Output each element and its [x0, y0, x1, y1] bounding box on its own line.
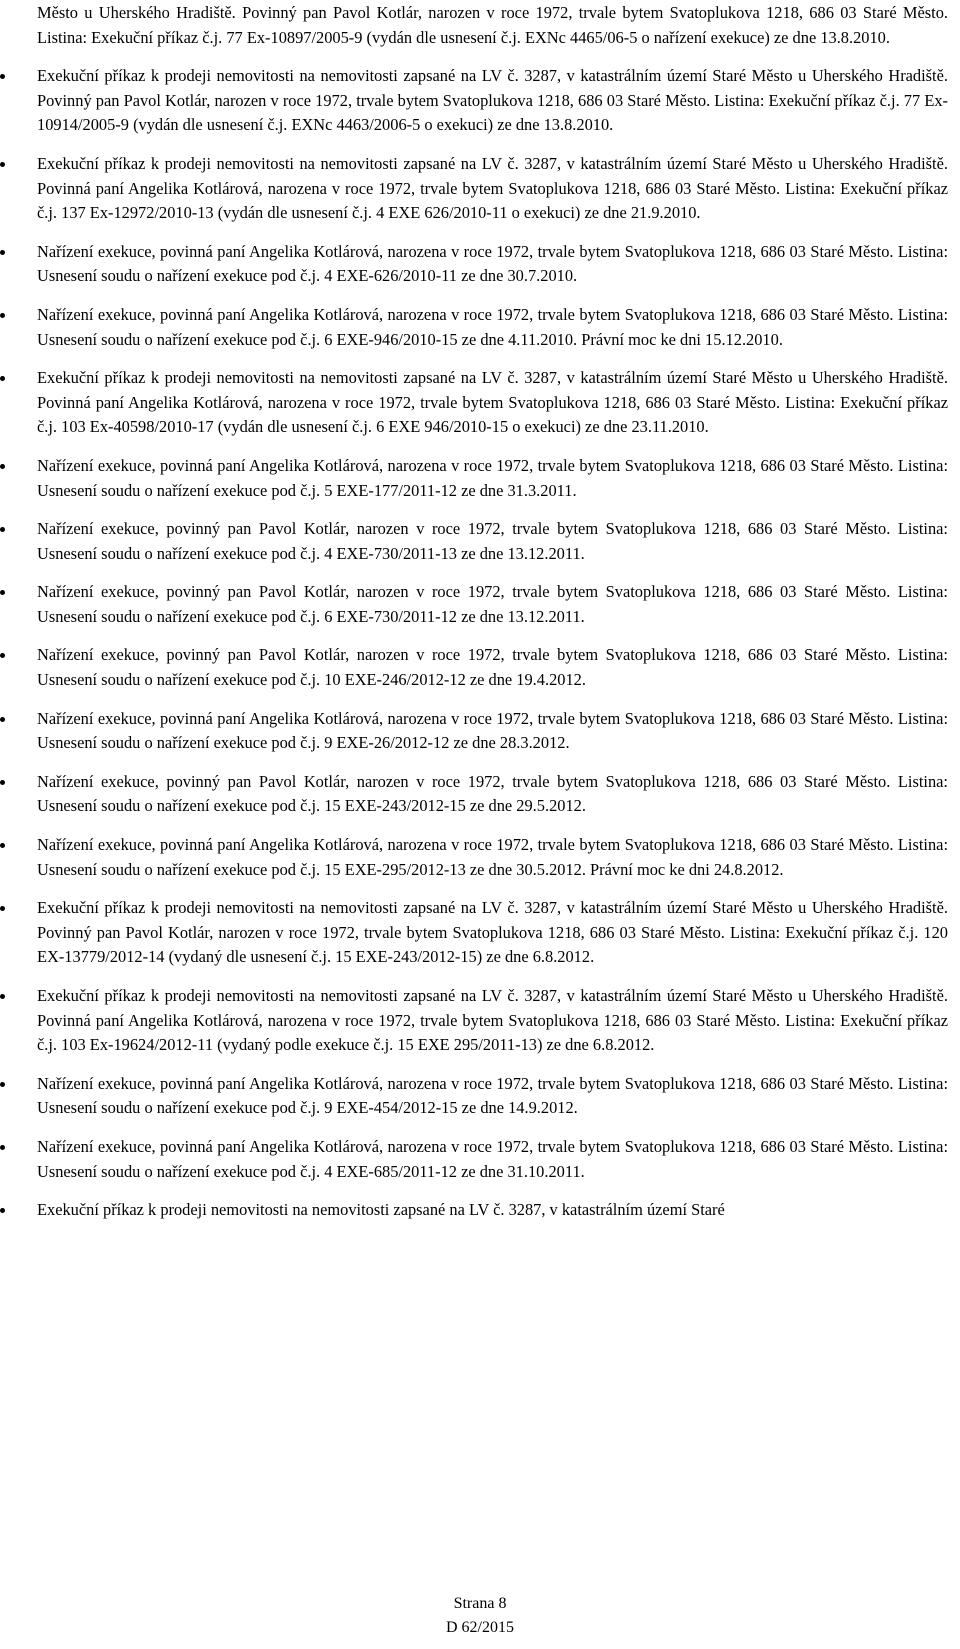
list-item	[0, 1198, 960, 1223]
bullet-icon	[0, 1208, 5, 1213]
list-item-text: Nařízení exekuce, povinná paní Angelika Kotlárová, narozena v roce 1972, trvale bytem Svatoplukova 1218, 686 03 Staré Město. Listina: Usnesení soudu o nařízení exekuce pod č.j. 6 EXE-946/2010-15 ze dne 4.11.2010. Právní moc ke dni 15.12.2010.	[37, 304, 948, 349]
list-item	[0, 707, 960, 756]
list-item-text: Exekuční příkaz k prodeji nemovitosti na nemovitosti zapsané na LV č. 3287, v katastrálním území Staré Město u Uherského Hradiště. Povinná paní Angelika Kotlárová, narozena v roce 1972, trvale bytem Svatoplukova 1218, 686 03 Staré Město. Listina: Exekuční příkaz č.j. 137 Ex-12972/2010-13 (vydán dle usnesení č.j. 4 EXE 626/2010-11 o exekuci) ze dne 21.9.2010.	[37, 153, 948, 223]
list-item	[0, 984, 960, 1058]
list-item-text: Nařízení exekuce, povinná paní Angelika Kotlárová, narozena v roce 1972, trvale bytem Svatoplukova 1218, 686 03 Staré Město. Listina: Usnesení soudu o nařízení exekuce pod č.j. 9 EXE-26/2012-12 ze dne 28.3.2012.	[37, 708, 948, 753]
list-item-text: Město u Uherského Hradiště. Povinný pan Pavol Kotlár, narozen v roce 1972, trvale bytem Svatoplukova 1218, 686 03 Staré Město. Listina: Exekuční příkaz č.j. 77 Ex-10897/2005-9 (vydán dle usnesení č.j. EXNc 4465/06-5 o nařízení exekuce) ze dne 13.8.2010.	[37, 3, 948, 47]
list-item	[0, 896, 960, 970]
list-item	[0, 1, 960, 50]
document-reference: D 62/2015	[446, 1619, 514, 1636]
list-item-text: Exekuční příkaz k prodeji nemovitosti na nemovitosti zapsané na LV č. 3287, v katastrálním území Staré Město u Uherského Hradiště. Povinný pan Pavol Kotlár, narozen v roce 1972, trvale bytem Svatoplukova 1218, 686 03 Staré Město. Listina: Exekuční příkaz č.j. 77 Ex-10914/2005-9 (vydán dle usnesení č.j. EXNc 4463/2006-5 o exekuci) ze dne 13.8.2010.	[37, 66, 948, 135]
list-item-text: Nařízení exekuce, povinná paní Angelika Kotlárová, narozena v roce 1972, trvale bytem Svatoplukova 1218, 686 03 Staré Město. Listina: Usnesení soudu o nařízení exekuce pod č.j. 5 EXE-177/2011-12 ze dne 31.3.2011.	[37, 455, 948, 500]
bullet-icon	[0, 717, 5, 722]
list-item-text: Exekuční příkaz k prodeji nemovitosti na nemovitosti zapsané na LV č. 3287, v katastrálním území Staré	[37, 1200, 725, 1220]
list-item-text: Nařízení exekuce, povinný pan Pavol Kotlár, narozen v roce 1972, trvale bytem Svatoplukova 1218, 686 03 Staré Město. Listina: Usnesení soudu o nařízení exekuce pod č.j. 4 EXE-730/2011-13 ze dne 13.12.2011.	[37, 519, 948, 563]
bullet-icon	[0, 464, 5, 469]
list-item	[0, 240, 960, 289]
bullet-icon	[0, 653, 5, 658]
list-item-text: Exekuční příkaz k prodeji nemovitosti na nemovitosti zapsané na LV č. 3287, v katastrálním území Staré Město u Uherského Hradiště. Povinná paní Angelika Kotlárová, narozena v roce 1972, trvale bytem Svatoplukova 1218, 686 03 Staré Město. Listina: Exekuční příkaz č.j. 103 Ex-19624/2012-11 (vydaný podle exekuce č.j. 15 EXE 295/2011-13) ze dne 6.8.2012.	[37, 986, 948, 1055]
entry-list	[0, 1, 960, 1237]
bullet-icon	[0, 1082, 5, 1087]
list-item	[0, 454, 960, 503]
bullet-icon	[0, 376, 5, 381]
bullet-icon	[0, 527, 5, 532]
bullet-icon	[0, 250, 5, 255]
list-item-text: Nařízení exekuce, povinný pan Pavol Kotlár, narozen v roce 1972, trvale bytem Svatoplukova 1218, 686 03 Staré Město. Listina: Usnesení soudu o nařízení exekuce pod č.j. 6 EXE-730/2011-12 ze dne 13.12.2011.	[37, 582, 948, 626]
list-item-text: Nařízení exekuce, povinný pan Pavol Kotlár, narozen v roce 1972, trvale bytem Svatoplukova 1218, 686 03 Staré Město. Listina: Usnesení soudu o nařízení exekuce pod č.j. 10 EXE-246/2012-12 ze dne 19.4.2012.	[37, 645, 948, 690]
list-item-text: Nařízení exekuce, povinná paní Angelika Kotlárová, narozena v roce 1972, trvale bytem Svatoplukova 1218, 686 03 Staré Město. Listina: Usnesení soudu o nařízení exekuce pod č.j. 4 EXE-685/2011-12 ze dne 31.10.2011.	[37, 1136, 948, 1181]
list-item	[0, 833, 960, 882]
bullet-icon	[0, 590, 5, 595]
list-item	[0, 152, 960, 226]
list-item	[0, 1072, 960, 1121]
list-item	[0, 643, 960, 692]
list-item-text: Exekuční příkaz k prodeji nemovitosti na nemovitosti zapsané na LV č. 3287, v katastrálním území Staré Město u Uherského Hradiště. Povinná paní Angelika Kotlárová, narozena v roce 1972, trvale bytem Svatoplukova 1218, 686 03 Staré Město. Listina: Exekuční příkaz č.j. 103 Ex-40598/2010-17 (vydán dle usnesení č.j. 6 EXE 946/2010-15 o exekuci) ze dne 23.11.2010.	[37, 368, 948, 437]
list-item	[0, 517, 960, 566]
list-item-text: Nařízení exekuce, povinná paní Angelika Kotlárová, narozena v roce 1972, trvale bytem Svatoplukova 1218, 686 03 Staré Město. Listina: Usnesení soudu o nařízení exekuce pod č.j. 4 EXE-626/2010-11 ze dne 30.7.2010.	[37, 241, 948, 286]
list-item	[0, 1135, 960, 1184]
list-item	[0, 64, 960, 138]
list-item	[0, 366, 960, 440]
list-item-text: Nařízení exekuce, povinná paní Angelika Kotlárová, narozena v roce 1972, trvale bytem Svatoplukova 1218, 686 03 Staré Město. Listina: Usnesení soudu o nařízení exekuce pod č.j. 9 EXE-454/2012-15 ze dne 14.9.2012.	[37, 1073, 948, 1118]
bullet-icon	[0, 313, 5, 318]
list-item	[0, 303, 960, 352]
list-item-text: Nařízení exekuce, povinný pan Pavol Kotlár, narozen v roce 1972, trvale bytem Svatoplukova 1218, 686 03 Staré Město. Listina: Usnesení soudu o nařízení exekuce pod č.j. 15 EXE-243/2012-15 ze dne 29.5.2012.	[37, 771, 948, 816]
list-item	[0, 770, 960, 819]
list-item-text: Exekuční příkaz k prodeji nemovitosti na nemovitosti zapsané na LV č. 3287, v katastrálním území Staré Město u Uherského Hradiště. Povinný pan Pavol Kotlár, narozen v roce 1972, trvale bytem Svatoplukova 1218, 686 03 Staré Město. Listina: Exekuční příkaz č.j. 120 EX-13779/2012-14 (vydaný dle usnesení č.j. 15 EXE-243/2012-15) ze dne 6.8.2012.	[37, 898, 948, 967]
bullet-icon	[0, 74, 5, 79]
bullet-icon	[0, 994, 5, 999]
page-number: Strana 8	[453, 1595, 507, 1612]
list-item	[0, 580, 960, 629]
bullet-icon	[0, 843, 5, 848]
bullet-icon	[0, 162, 5, 167]
bullet-icon	[0, 1145, 5, 1150]
list-item-text: Nařízení exekuce, povinná paní Angelika Kotlárová, narozena v roce 1972, trvale bytem Svatoplukova 1218, 686 03 Staré Město. Listina: Usnesení soudu o nařízení exekuce pod č.j. 15 EXE-295/2012-13 ze dne 30.5.2012. Právní moc ke dni 24.8.2012.	[37, 835, 948, 879]
bullet-icon	[0, 780, 5, 785]
bullet-icon	[0, 906, 5, 911]
